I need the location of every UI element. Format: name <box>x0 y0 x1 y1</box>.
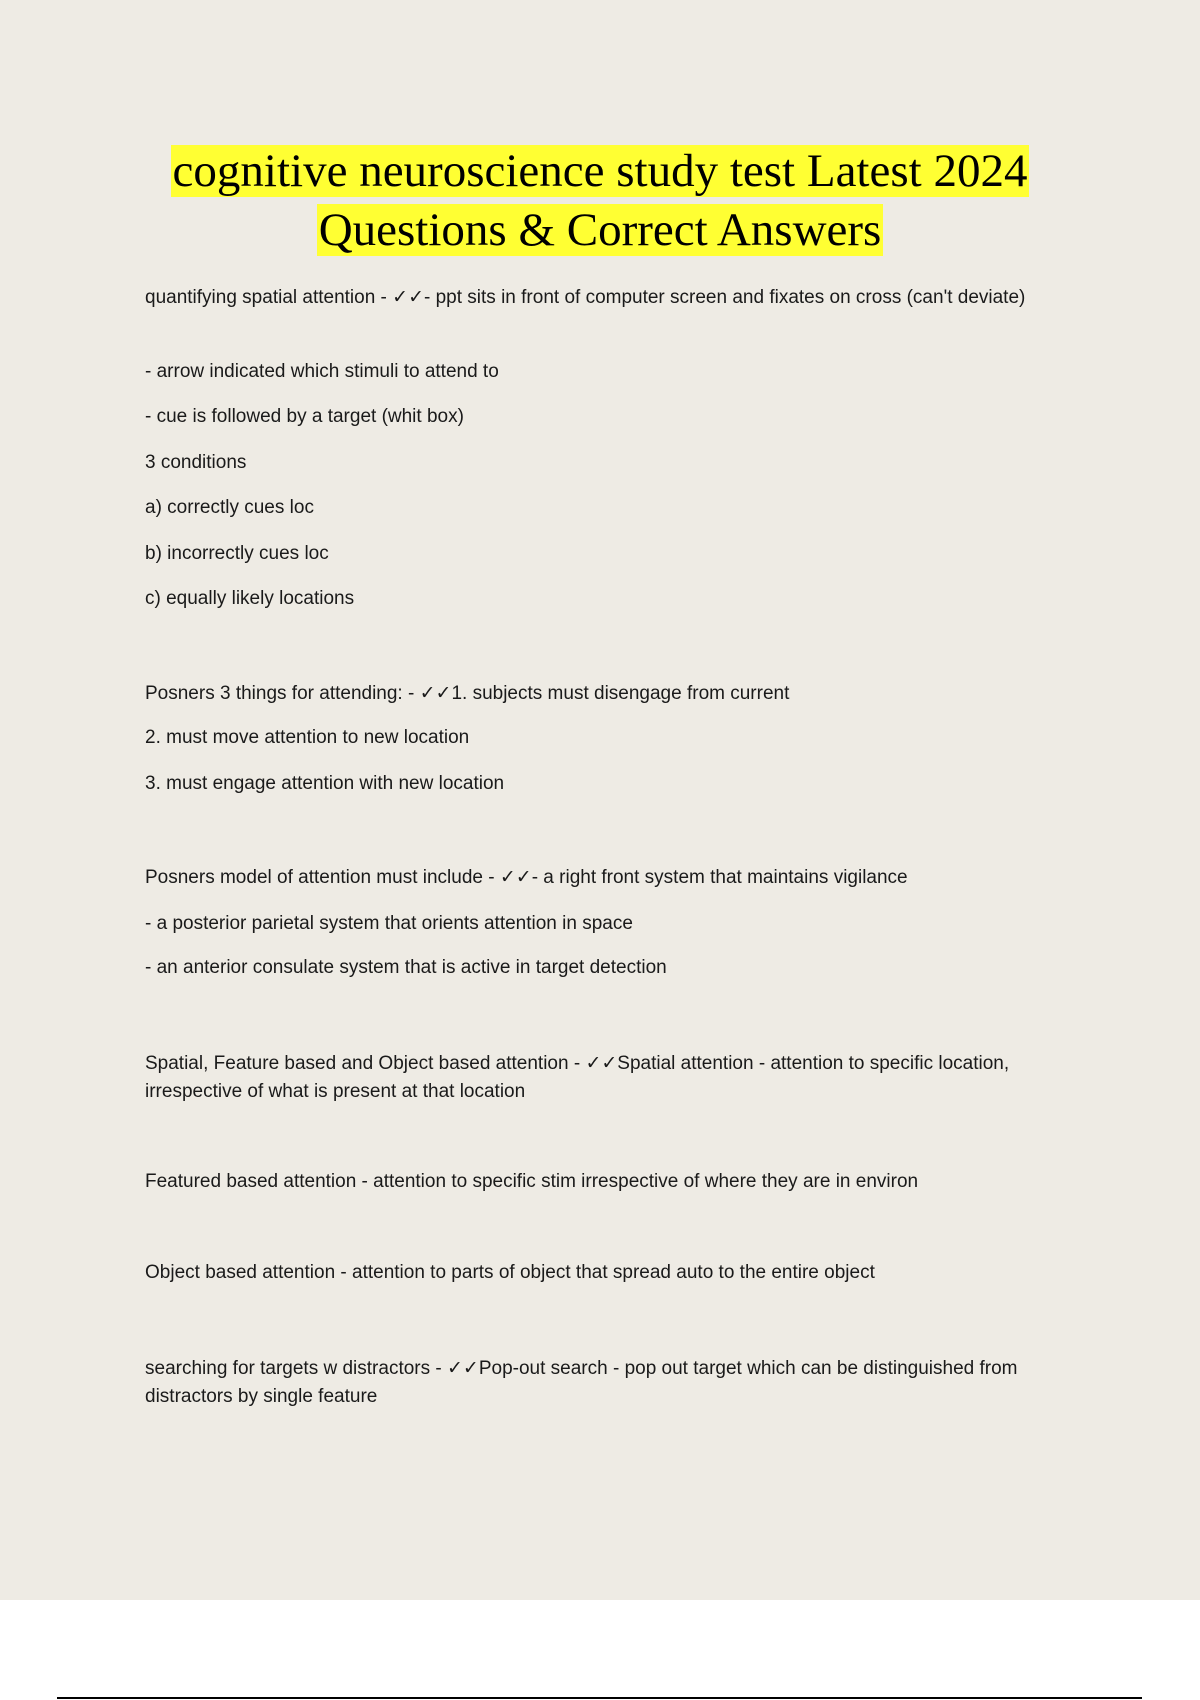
qa-line-condition-a: a) correctly cues loc <box>145 497 314 518</box>
document-title <box>60 142 1140 260</box>
qa-posners-3-things: Posners 3 things for attending: - ✓✓1. subjects must disengage from current <box>145 683 790 704</box>
qa-searching-for-targets: searching for targets w distractors - ✓✓Pop-out search - pop out target which can be distinguished from distractors by single feature <box>145 1358 1018 1407</box>
footer-rule <box>57 1697 1142 1699</box>
qa-quantifying-spatial-attention: quantifying spatial attention - ✓✓- ppt sits in front of computer screen and fixates on cross (can't deviate) <box>145 287 1026 308</box>
title-line-2: Questions & Correct Answers <box>318 204 882 256</box>
qa-line-condition-c: c) equally likely locations <box>145 588 355 609</box>
qa-featured-based-attention: Featured based attention - attention to specific stim irrespective of where they are in environ <box>145 1171 919 1192</box>
qa-line-anterior-consulate: - an anterior consulate system that is active in target detection <box>145 957 667 978</box>
qa-line-condition-b: b) incorrectly cues loc <box>145 543 329 564</box>
qa-object-based-attention: Object based attention - attention to parts of object that spread auto to the entire object <box>145 1262 875 1283</box>
qa-line-posterior-parietal: - a posterior parietal system that orients attention in space <box>145 913 633 934</box>
title-line-1: cognitive neuroscience study test Latest 2024 <box>172 145 1028 197</box>
qa-line-move-attention: 2. must move attention to new location <box>145 727 470 748</box>
qa-posners-model: Posners model of attention must include - ✓✓- a right front system that maintains vigilance <box>145 867 908 888</box>
qa-line-engage-attention: 3. must engage attention with new location <box>145 773 505 794</box>
qa-spatial-feature-object: Spatial, Feature based and Object based attention - ✓✓Spatial attention - attention to specific location, irrespective of what is present at that location <box>145 1053 1010 1102</box>
qa-line-cue-followed: - cue is followed by a target (whit box) <box>145 406 464 427</box>
qa-line-3-conditions: 3 conditions <box>145 452 247 473</box>
qa-line-arrow-indicated: - arrow indicated which stimuli to attend to <box>145 361 499 382</box>
